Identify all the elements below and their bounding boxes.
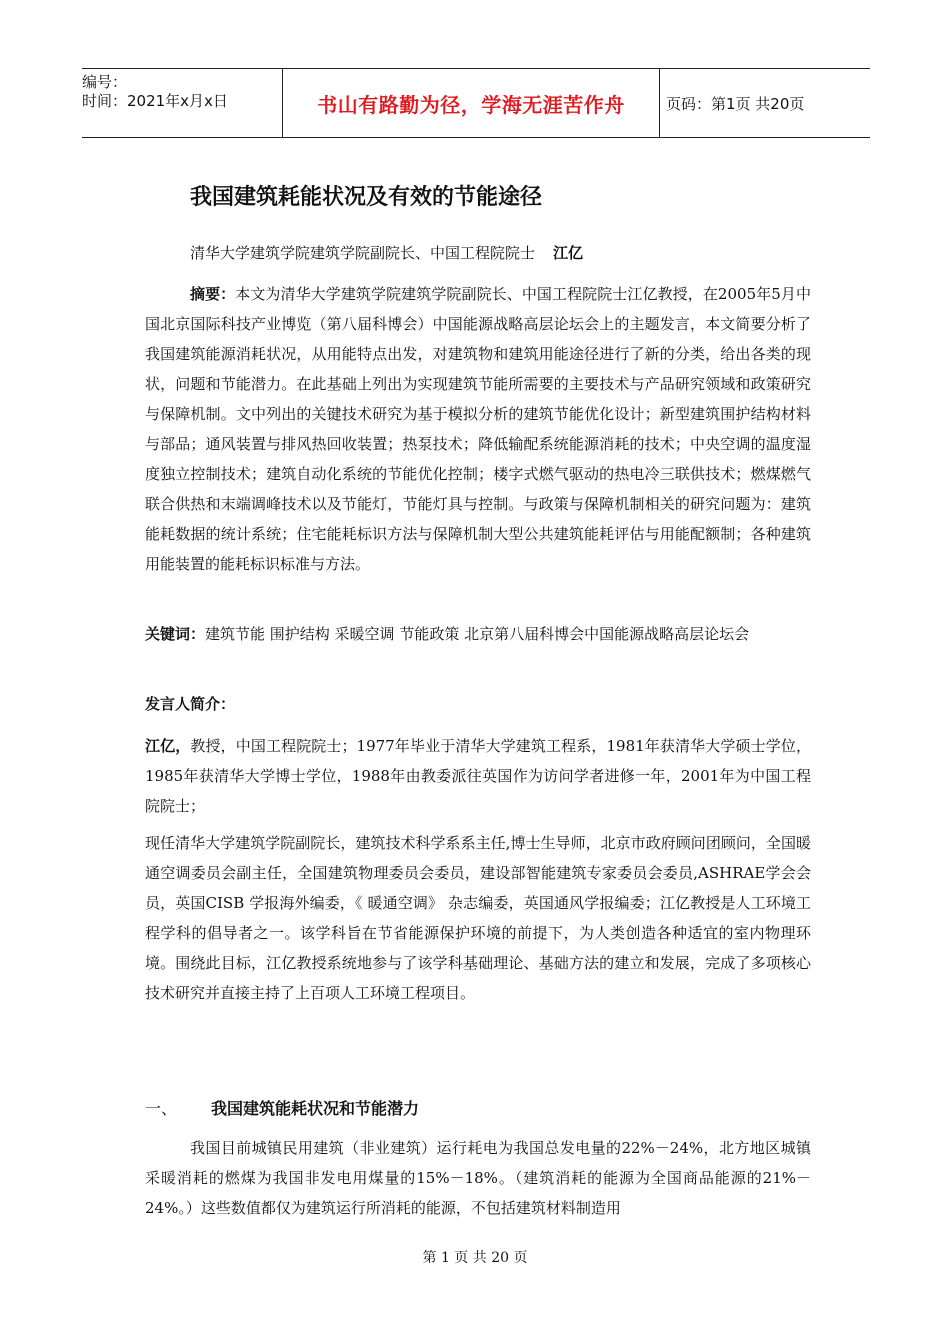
author-name: 江亿 xyxy=(553,244,584,262)
speaker-bio-2: 现任清华大学建筑学院副院长，建筑技术科学系系主任,博士生导师，北京市政府顾问团顾问，全国暖通空调委员会副主任，全国建筑物理委员会委员，建设部智能建筑专家委员会委员,ASHRAE学会会员，英国CISB 学报海外编委，《 暖通空调》 杂志编委，英国通风学报编委；江亿教授是人工环境工程学科的倡导者之一。该学科旨在节省能源保护环境的前提下，为人类创造各种适宜的室内物理环境。围绕此目标，江亿教授系统地参与了该学科基础理论、基础方法的建立和发展，完成了多项核心技术研究并直接主持了上百项人工环境工程项目。 xyxy=(145,834,811,1002)
speaker-bio-1-text: 教授，中国工程院院士；1977年毕业于清华大学建筑工程系，1981年获清华大学硕士学位，1985年获清华大学博士学位，1988年由教委派往英国作为访问学者进修一年，2001年为中国工程院院士； xyxy=(145,737,811,815)
author-affiliation: 清华大学建筑学院建筑学院副院长、中国工程院院士 xyxy=(190,244,536,262)
speaker-heading-block xyxy=(145,689,811,719)
abstract-paragraph xyxy=(145,279,811,579)
speaker-heading: 发言人简介： xyxy=(145,695,236,713)
abstract-text: 本文为清华大学建筑学院建筑学院副院长、中国工程院院士江亿教授，在2005年5月中国北京国际科技产业博览（第八届科博会）中国能源战略高层论坛会上的主题发言，本文简要分析了我国建筑能源消耗状况，从用能特点出发，对建筑物和建筑用能途径进行了新的分类，给出各类的现状，问题和节能潜力。在此基础上列出为实现建筑节能所需要的主要技术与产品研究领域和政策研究与保障机制。文中列出的关键技术研究为基于模拟分析的建筑节能优化设计；新型建筑围护结构材料与部品；通风装置与排风热回收装置；热泵技术；降低输配系统能源消耗的技术；中央空调的温度湿度独立控制技术；建筑自动化系统的节能优化控制；楼字式燃气驱动的热电冷三联供技术；燃煤燃气联合供热和末端调峰技术以及节能灯，节能灯具与控制。与政策与保障机制相关的研究问题为：建筑能耗数据的统计系统；住宅能耗标识方法与保障机制大型公共建筑能耗评估与用能配额制；各种建筑用能装置的能耗标识标准与方法。 xyxy=(145,285,811,573)
section-paragraph: 我国目前城镇民用建筑（非业建筑）运行耗电为我国总发电量的22%－24%，北方地区城镇采暖消耗的燃煤为我国非发电用煤量的15%－18%。（建筑消耗的能源为全国商品能源的21%－24%。）这些数值都仅为建筑运行所消耗的能源，不包括建筑材料制造用 xyxy=(145,1139,811,1217)
section-title: 我国建筑能耗状况和节能潜力 xyxy=(211,1099,420,1118)
time-label: 时间：2021年x月x日 xyxy=(82,92,228,110)
speaker-name: 江亿， xyxy=(145,737,191,755)
header-meta xyxy=(82,69,283,137)
abstract-label: 摘要： xyxy=(190,285,236,303)
number-label: 编号： xyxy=(82,73,128,91)
keywords-label: 关键词： xyxy=(145,625,206,643)
header-page-info: 页码：第1页 共20页 xyxy=(666,94,805,113)
keywords-paragraph xyxy=(145,619,811,649)
page-header xyxy=(82,68,870,138)
section-heading xyxy=(145,1096,419,1119)
speaker-bio-1 xyxy=(145,731,811,821)
document-title: 我国建筑耗能状况及有效的节能途径 xyxy=(190,185,543,210)
keywords-text: 建筑节能 围护结构 采暖空调 节能政策 北京第八届科博会中国能源战略高层论坛会 xyxy=(205,625,750,643)
author-line xyxy=(190,242,583,263)
header-motto: 书山有路勤为径，学海无涯苦作舟 xyxy=(283,69,660,137)
page-footer: 第 1 页 共 20 页 xyxy=(422,1250,528,1266)
section-number: 一、 xyxy=(145,1099,178,1118)
